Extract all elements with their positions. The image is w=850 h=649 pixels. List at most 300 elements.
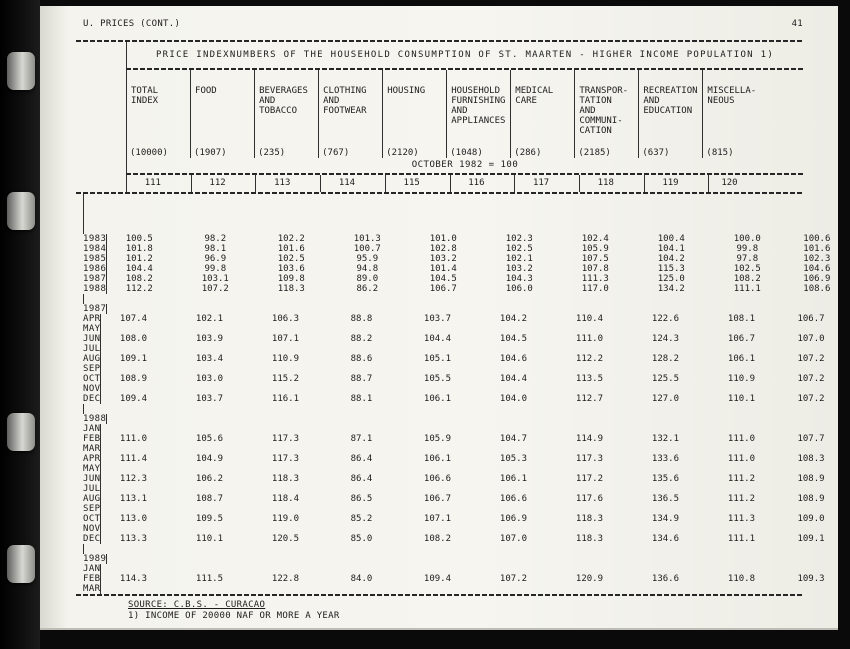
column-weight: (767) [322, 148, 350, 158]
value-cell [633, 464, 709, 474]
value-cell [236, 224, 312, 234]
value-cell: 124.3 [651, 334, 680, 344]
value-cell: 105.9 [423, 434, 452, 444]
table-row [76, 334, 825, 344]
row-label: JUL [83, 484, 101, 494]
value-cell [177, 364, 253, 374]
row-label: APR [83, 314, 101, 324]
value-cell [177, 344, 253, 354]
binder-ring-icon [7, 52, 35, 90]
column-weight: (235) [258, 148, 286, 158]
value-cell [253, 524, 329, 534]
row-label: SEP [83, 504, 101, 514]
column-codes [126, 175, 803, 192]
value-cell: 118.4 [271, 494, 300, 504]
value-cell [785, 324, 850, 334]
column-header-line: RECREATION [643, 86, 698, 96]
value-cell: 102.5 [733, 264, 761, 274]
value-cell: 104.4 [423, 334, 452, 344]
value-cell [177, 504, 253, 514]
value-cell [785, 424, 850, 434]
value-cell [709, 504, 785, 514]
value-cell [709, 344, 785, 354]
value-cell [312, 194, 388, 204]
value-cell [616, 194, 692, 204]
value-cell: 107.0 [499, 534, 528, 544]
value-cell [540, 194, 616, 204]
row-values [83, 214, 850, 224]
value-cell [329, 344, 405, 354]
value-cell: 113.1 [119, 494, 148, 504]
value-cell [464, 404, 540, 414]
value-cell [107, 304, 183, 314]
table-row [76, 404, 803, 414]
row-label [76, 544, 83, 554]
value-cell [160, 194, 236, 204]
value-cell: 135.6 [651, 474, 680, 484]
value-cell [639, 414, 715, 424]
value-cell: 113.5 [575, 374, 604, 384]
column-code: 112 [191, 175, 256, 192]
value-cell [616, 224, 692, 234]
column-header [318, 70, 382, 158]
value-cell: 86.2 [356, 284, 379, 294]
value-cell: 102.5 [505, 244, 533, 254]
column-weight: (1907) [194, 148, 227, 158]
value-cell [329, 444, 405, 454]
table-row [76, 364, 803, 374]
value-cell: 95.9 [356, 254, 379, 264]
value-cell [709, 444, 785, 454]
table-row [76, 314, 825, 324]
value-cell: 118.3 [277, 284, 305, 294]
value-cell [557, 444, 633, 454]
value-cell [177, 464, 253, 474]
value-cell [785, 384, 850, 394]
value-cell [253, 444, 329, 454]
value-cell: 134.9 [651, 514, 680, 524]
column-header-line: MISCELLA- [707, 86, 757, 96]
table-row [76, 524, 803, 534]
column-weight: (286) [514, 148, 542, 158]
value-cell: 88.2 [350, 334, 373, 344]
value-cell: 106.1 [423, 454, 452, 464]
column-header-line: FOOD [195, 86, 217, 96]
column-code: 116 [450, 175, 515, 192]
value-cell [236, 194, 312, 204]
value-cell: 111.0 [119, 434, 148, 444]
value-cell [160, 294, 236, 304]
source-note: SOURCE: C.B.S. - CURACAO [128, 600, 266, 610]
value-cell: 104.1 [657, 244, 685, 254]
value-cell [253, 564, 329, 574]
table-row [76, 214, 803, 224]
row-label: JUN [83, 474, 101, 484]
value-cell: 110.9 [727, 374, 756, 384]
value-cell: 84.0 [350, 574, 373, 584]
value-cell: 106.0 [505, 284, 533, 294]
value-cell: 108.2 [125, 274, 153, 284]
column-header-lines [447, 86, 510, 126]
table-row [76, 574, 825, 584]
value-cell: 111.5 [195, 574, 224, 584]
value-cell: 106.1 [499, 474, 528, 484]
row-label: 1989 [83, 554, 107, 564]
table-row [76, 374, 825, 384]
column-header-line: HOUSING [387, 86, 426, 96]
value-cell [335, 414, 411, 424]
value-cell: 102.5 [277, 254, 305, 264]
value-cell: 101.6 [277, 244, 305, 254]
row-label: 1985 [83, 254, 107, 264]
page-number: 41 [791, 19, 803, 29]
table-row [76, 254, 831, 264]
row-values [100, 384, 850, 394]
value-cell [633, 324, 709, 334]
column-weight: (2185) [578, 148, 611, 158]
row-label: MAR [83, 444, 101, 454]
value-cell: 110.8 [727, 574, 756, 584]
value-cell: 106.7 [429, 284, 457, 294]
value-cell: 105.9 [581, 244, 609, 254]
value-cell [253, 384, 329, 394]
value-cell [540, 214, 616, 224]
value-cell [253, 464, 329, 474]
value-cell [388, 544, 464, 554]
value-cell [177, 424, 253, 434]
table-row [76, 504, 803, 514]
value-cell [540, 404, 616, 414]
value-cell [253, 364, 329, 374]
value-cell [768, 294, 850, 304]
value-cell [481, 344, 557, 354]
value-cell [557, 364, 633, 374]
value-cell [709, 564, 785, 574]
value-cell [768, 214, 850, 224]
value-cell: 107.4 [119, 314, 148, 324]
value-cell [633, 424, 709, 434]
value-cell: 103.6 [277, 264, 305, 274]
row-values [100, 364, 850, 374]
value-cell [633, 344, 709, 354]
column-header-lines [511, 86, 574, 106]
value-cell [405, 464, 481, 474]
row-values [83, 404, 850, 414]
value-cell: 111.0 [727, 454, 756, 464]
value-cell: 114.9 [575, 434, 604, 444]
value-cell [791, 554, 850, 564]
value-cell: 109.0 [797, 514, 825, 524]
column-header-line: TOBACCO [259, 106, 298, 116]
value-cell [557, 344, 633, 354]
value-cell [692, 404, 768, 414]
column-header-lines [127, 86, 190, 106]
row-values [100, 574, 850, 584]
value-cell [388, 224, 464, 234]
value-cell [791, 304, 850, 314]
value-cell [633, 584, 709, 594]
value-cell [388, 294, 464, 304]
value-cell [312, 404, 388, 414]
row-values [100, 324, 850, 334]
column-header-lines [575, 86, 638, 136]
value-cell [715, 304, 791, 314]
value-cell: 117.2 [575, 474, 604, 484]
row-values [83, 544, 850, 554]
value-cell: 107.7 [797, 434, 825, 444]
row-label: 1988 [83, 284, 107, 294]
row-label: 1987 [83, 304, 107, 314]
value-cell: 101.8 [125, 244, 153, 254]
value-cell [633, 384, 709, 394]
value-cell [481, 564, 557, 574]
value-cell: 102.1 [505, 254, 533, 264]
value-cell: 113.0 [119, 514, 148, 524]
value-cell: 99.8 [204, 264, 227, 274]
column-weight: (1048) [450, 148, 483, 158]
column-header-lines [383, 86, 446, 96]
column-header [638, 70, 702, 158]
value-cell [177, 564, 253, 574]
value-cell [101, 504, 177, 514]
column-header-lines [703, 86, 803, 106]
column-code: 114 [320, 175, 385, 192]
value-cell [177, 324, 253, 334]
rule-bottom [76, 594, 803, 596]
table-row [76, 204, 803, 214]
value-cell: 108.9 [119, 374, 148, 384]
column-header-line: CLOTHING [323, 86, 367, 96]
value-cell [259, 304, 335, 314]
value-cell [540, 294, 616, 304]
value-cell: 108.9 [797, 494, 825, 504]
value-cell: 94.8 [356, 264, 379, 274]
column-code: 120 [708, 175, 803, 192]
value-cell [177, 444, 253, 454]
row-label: NOV [83, 524, 101, 534]
row-label: OCT [83, 374, 101, 384]
table-row [76, 464, 803, 474]
table-row [76, 444, 803, 454]
value-cell [411, 554, 487, 564]
value-cell: 117.3 [271, 434, 300, 444]
value-cell [84, 404, 160, 414]
value-cell [464, 224, 540, 234]
row-label: MAY [83, 324, 101, 334]
value-cell [692, 204, 768, 214]
value-cell: 102.4 [581, 234, 609, 244]
value-cell [405, 504, 481, 514]
value-cell: 101.3 [353, 234, 381, 244]
value-cell [481, 364, 557, 374]
value-cell: 105.6 [195, 434, 224, 444]
value-cell [84, 214, 160, 224]
column-header [126, 70, 190, 158]
value-cell [329, 504, 405, 514]
value-cell: 109.1 [797, 534, 825, 544]
value-cell [236, 214, 312, 224]
value-cell [481, 584, 557, 594]
table-row [76, 424, 803, 434]
row-values [100, 584, 850, 594]
row-values [106, 264, 850, 274]
table-row [76, 244, 831, 254]
value-cell: 102.8 [429, 244, 457, 254]
value-cell [464, 544, 540, 554]
value-cell: 100.0 [733, 234, 761, 244]
row-values [100, 494, 850, 504]
column-header-lines [319, 86, 382, 116]
value-cell: 108.3 [797, 454, 825, 464]
row-label: 1988 [83, 414, 107, 424]
value-cell [405, 564, 481, 574]
value-cell [253, 324, 329, 334]
value-cell [388, 194, 464, 204]
row-label: 1984 [83, 244, 107, 254]
value-cell [709, 484, 785, 494]
column-header [446, 70, 510, 158]
value-cell: 107.2 [797, 374, 825, 384]
value-cell: 103.9 [195, 334, 224, 344]
value-cell: 110.1 [727, 394, 756, 404]
value-cell: 134.2 [657, 284, 685, 294]
row-label: NOV [83, 384, 101, 394]
value-cell [405, 364, 481, 374]
column-code: 113 [255, 175, 320, 192]
value-cell [633, 484, 709, 494]
value-cell: 107.1 [423, 514, 452, 524]
value-cell [785, 504, 850, 514]
column-code: 117 [514, 175, 579, 192]
value-cell: 119.0 [271, 514, 300, 524]
value-cell: 108.2 [733, 274, 761, 284]
row-values [106, 284, 850, 294]
value-cell [329, 484, 405, 494]
value-cell [639, 554, 715, 564]
value-cell [785, 484, 850, 494]
value-cell: 101.0 [429, 234, 457, 244]
value-cell [177, 484, 253, 494]
value-cell [329, 424, 405, 434]
column-header [702, 70, 803, 158]
table-row [76, 414, 803, 424]
value-cell: 104.3 [505, 274, 533, 284]
row-label [76, 404, 83, 414]
value-cell: 106.1 [423, 394, 452, 404]
value-cell: 104.2 [499, 314, 528, 324]
table-row [76, 584, 803, 594]
column-header-line: AND [643, 96, 660, 106]
value-cell: 88.6 [350, 354, 373, 364]
value-cell [101, 424, 177, 434]
row-values [100, 314, 850, 324]
value-cell: 117.0 [581, 284, 609, 294]
value-cell [785, 584, 850, 594]
column-header-line: MEDICAL [515, 86, 554, 96]
document-page [40, 6, 838, 630]
row-values [106, 254, 850, 264]
row-values [106, 304, 850, 314]
value-cell: 110.9 [271, 354, 300, 364]
running-header: U. PRICES (CONT.) [83, 19, 181, 29]
value-cell [616, 214, 692, 224]
value-cell: 103.4 [195, 354, 224, 364]
table-row [76, 354, 825, 364]
value-cell [633, 444, 709, 454]
value-cell: 98.1 [204, 244, 227, 254]
row-label [76, 224, 83, 234]
value-cell: 101.6 [803, 244, 831, 254]
column-header [254, 70, 318, 158]
row-label [76, 204, 83, 214]
table-row [76, 394, 825, 404]
value-cell [481, 424, 557, 434]
binder-spine [0, 0, 40, 649]
value-cell [236, 404, 312, 414]
value-cell: 108.9 [797, 474, 825, 484]
table-row [76, 284, 831, 294]
value-cell: 132.1 [651, 434, 680, 444]
row-label: MAR [83, 584, 101, 594]
row-values [100, 464, 850, 474]
row-values [100, 564, 850, 574]
value-cell: 115.3 [657, 264, 685, 274]
value-cell: 117.6 [575, 494, 604, 504]
value-cell: 108.7 [195, 494, 224, 504]
column-header-line: CARE [515, 96, 537, 106]
value-cell [329, 584, 405, 594]
value-cell [388, 404, 464, 414]
row-label: 1987 [83, 274, 107, 284]
value-cell: 108.2 [423, 534, 452, 544]
value-cell: 104.5 [499, 334, 528, 344]
value-cell [633, 564, 709, 574]
value-cell: 104.4 [499, 374, 528, 384]
value-cell [335, 304, 411, 314]
value-cell: 87.1 [350, 434, 373, 444]
value-cell: 102.3 [803, 254, 831, 264]
table-body [76, 194, 831, 594]
value-cell: 106.6 [423, 474, 452, 484]
value-cell [183, 414, 259, 424]
value-cell [329, 364, 405, 374]
value-cell [563, 554, 639, 564]
value-cell: 104.4 [125, 264, 153, 274]
table-row [76, 194, 803, 204]
row-values [106, 274, 850, 284]
value-cell: 128.2 [651, 354, 680, 364]
value-cell: 85.0 [350, 534, 373, 544]
value-cell: 107.2 [499, 574, 528, 584]
row-label: FEB [83, 574, 101, 584]
value-cell [101, 384, 177, 394]
row-label: FEB [83, 434, 101, 444]
row-label: AUG [83, 354, 101, 364]
value-cell [557, 564, 633, 574]
value-cell [709, 524, 785, 534]
value-cell [616, 294, 692, 304]
table-row [76, 514, 825, 524]
value-cell [101, 464, 177, 474]
value-cell [464, 194, 540, 204]
value-cell [405, 524, 481, 534]
value-cell: 106.7 [423, 494, 452, 504]
value-cell [388, 204, 464, 214]
value-cell: 105.1 [423, 354, 452, 364]
value-cell: 88.8 [350, 314, 373, 324]
column-code: 119 [644, 175, 709, 192]
value-cell [557, 424, 633, 434]
